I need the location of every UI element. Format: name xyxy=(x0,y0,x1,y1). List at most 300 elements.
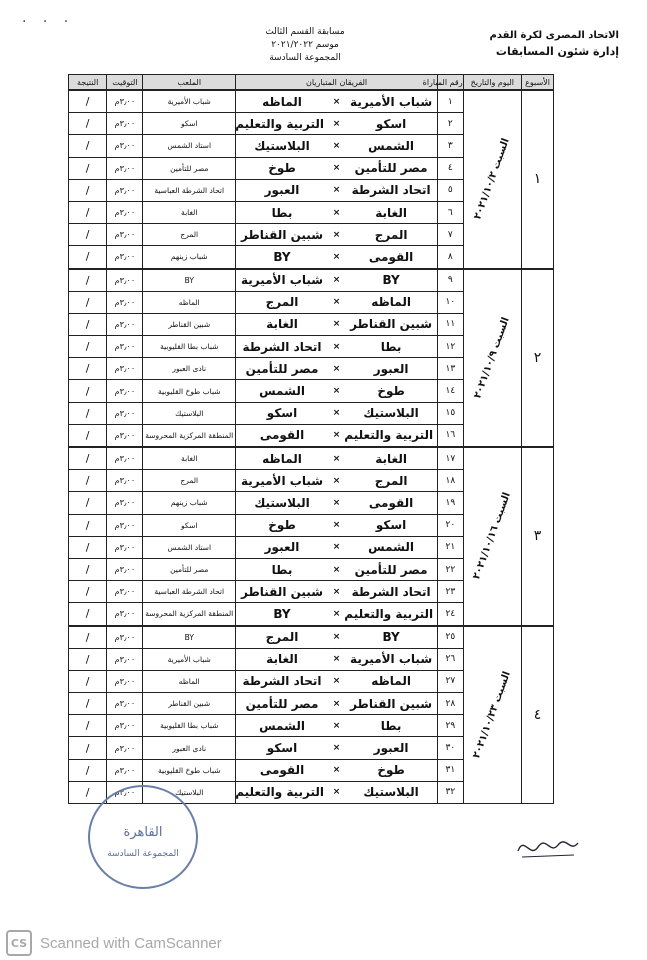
teams-cell xyxy=(236,715,438,737)
home-team: شبين القناطر xyxy=(350,317,433,332)
away-team: التربية والتعليم xyxy=(235,785,325,800)
match-number: ٤ xyxy=(438,157,464,179)
stadium: استاد الشمس xyxy=(143,135,236,157)
result: / xyxy=(69,380,107,402)
away-team: بطا xyxy=(271,562,293,577)
versus-sign: × xyxy=(332,654,341,665)
teams-pair xyxy=(240,741,433,755)
teams-pair xyxy=(240,206,433,220)
stadium: شبين القناطر xyxy=(143,313,236,335)
away-team: الماظه xyxy=(262,94,302,109)
kickoff-time: ٣٫٠٠م xyxy=(107,536,143,558)
away-team: BY xyxy=(273,249,291,264)
teams-pair xyxy=(240,585,433,599)
signature xyxy=(512,825,582,865)
kickoff-time: ٣٫٠٠م xyxy=(107,380,143,402)
teams-pair xyxy=(240,496,433,510)
result: / xyxy=(69,603,107,626)
versus-sign: × xyxy=(332,297,341,308)
week-date: السبت ٢٠٢١/١٠/٩ xyxy=(472,315,513,400)
teams-pair xyxy=(240,630,433,644)
scan-specks: · · · xyxy=(22,14,75,30)
result: / xyxy=(69,269,107,292)
result: / xyxy=(69,470,107,492)
teams-pair xyxy=(240,228,433,242)
teams-cell xyxy=(236,536,438,558)
teams-pair xyxy=(240,340,433,354)
fixtures-table xyxy=(68,74,554,804)
versus-sign: × xyxy=(332,229,341,240)
match-number: ٢٣ xyxy=(438,581,464,603)
result: / xyxy=(69,313,107,335)
match-number: ٢٩ xyxy=(438,715,464,737)
teams-cell xyxy=(236,113,438,135)
teams-pair xyxy=(240,317,433,331)
versus-sign: × xyxy=(332,275,341,286)
week-number: ٣ xyxy=(522,447,554,626)
versus-sign: × xyxy=(332,430,341,441)
stadium: اتحاد الشرطة العباسية xyxy=(143,179,236,201)
stadium: شباب بطا القليوبية xyxy=(143,715,236,737)
match-number: ٢٢ xyxy=(438,558,464,580)
teams-pair xyxy=(240,452,433,466)
week-date: السبت ٢٠٢١/١٠/٢٣ xyxy=(471,669,514,760)
stadium: شباب الأميرية xyxy=(143,648,236,670)
col-match-number: رقم المباراة xyxy=(438,75,464,91)
home-team: القومى xyxy=(368,249,414,264)
result: / xyxy=(69,648,107,670)
home-team: شباب الأميرية xyxy=(350,652,433,667)
col-date: اليوم والتاريخ xyxy=(463,75,521,91)
week-number: ١ xyxy=(522,90,554,269)
home-team: مصر للتأمين xyxy=(354,562,428,577)
result: / xyxy=(69,670,107,692)
teams-cell xyxy=(236,492,438,514)
versus-sign: × xyxy=(332,497,341,508)
away-team: البلاستيك xyxy=(254,138,310,153)
competition-header xyxy=(245,26,365,65)
versus-sign: × xyxy=(332,341,341,352)
versus-sign: × xyxy=(332,185,341,196)
teams-pair xyxy=(240,428,433,442)
kickoff-time: ٣٫٠٠م xyxy=(107,246,143,269)
kickoff-time: ٣٫٠٠م xyxy=(107,90,143,113)
home-team: مصر للتأمين xyxy=(354,161,428,176)
teams-pair xyxy=(240,697,433,711)
result: / xyxy=(69,224,107,246)
away-team: الشمس xyxy=(259,384,305,399)
teams-pair xyxy=(240,518,433,532)
teams-cell xyxy=(236,313,438,335)
versus-sign: × xyxy=(332,319,341,330)
col-stadium: الملعب xyxy=(143,75,236,91)
org-department: إدارة شئون المسابقات xyxy=(495,45,619,58)
teams-cell xyxy=(236,670,438,692)
away-team: المرج xyxy=(265,630,299,645)
away-team: مصر للتأمين xyxy=(245,361,319,376)
home-team: بطا xyxy=(380,339,402,354)
teams-cell xyxy=(236,447,438,470)
teams-cell xyxy=(236,246,438,269)
result: / xyxy=(69,492,107,514)
away-team: القومى xyxy=(259,428,305,443)
home-team: التربية والتعليم xyxy=(344,428,434,443)
teams-cell xyxy=(236,693,438,715)
kickoff-time: ٣٫٠٠م xyxy=(107,759,143,781)
teams-pair xyxy=(235,785,433,800)
teams-pair xyxy=(240,161,433,175)
result: / xyxy=(69,179,107,201)
col-teams: الفريقان المتباريان xyxy=(236,75,438,91)
kickoff-time: ٣٫٠٠م xyxy=(107,424,143,447)
col-week: الأسبوع xyxy=(522,75,554,91)
result: / xyxy=(69,336,107,358)
home-team: بطا xyxy=(380,718,402,733)
versus-sign: × xyxy=(332,96,341,107)
col-time: التوقيت xyxy=(107,75,143,91)
table-header-row xyxy=(69,75,554,91)
kickoff-time: ٣٫٠٠م xyxy=(107,781,143,803)
match-row xyxy=(69,90,554,113)
week-number: ٢ xyxy=(522,269,554,448)
teams-cell xyxy=(236,402,438,424)
teams-cell xyxy=(236,224,438,246)
away-team: اسكو xyxy=(266,406,298,421)
away-team: شباب الأميرية xyxy=(240,273,324,288)
versus-sign: × xyxy=(332,207,341,218)
away-team: اسكو xyxy=(266,741,298,756)
kickoff-time: ٣٫٠٠م xyxy=(107,224,143,246)
match-number: ١٩ xyxy=(438,492,464,514)
away-team: طوخ xyxy=(268,518,296,533)
match-row xyxy=(69,447,554,470)
teams-cell xyxy=(236,603,438,626)
organization-header xyxy=(469,28,619,60)
kickoff-time: ٣٫٠٠م xyxy=(107,603,143,626)
home-team: طوخ xyxy=(377,384,405,399)
week-date-cell xyxy=(463,447,521,626)
match-number: ١١ xyxy=(438,313,464,335)
stadium: BY xyxy=(143,269,236,292)
home-team: المرج xyxy=(374,473,408,488)
teams-cell xyxy=(236,90,438,113)
teams-cell xyxy=(236,179,438,201)
teams-cell xyxy=(236,581,438,603)
match-number: ٢٧ xyxy=(438,670,464,692)
teams-cell xyxy=(236,626,438,649)
kickoff-time: ٣٫٠٠م xyxy=(107,179,143,201)
teams-pair xyxy=(235,116,433,131)
match-number: ١٨ xyxy=(438,470,464,492)
away-team: مصر للتأمين xyxy=(245,696,319,711)
match-number: ١٥ xyxy=(438,402,464,424)
stadium: البلاستيك xyxy=(143,402,236,424)
result: / xyxy=(69,715,107,737)
away-team: شبين القناطر xyxy=(241,227,324,242)
stadium: BY xyxy=(143,626,236,649)
stadium: اسكو xyxy=(143,113,236,135)
versus-sign: × xyxy=(332,586,341,597)
versus-sign: × xyxy=(332,118,341,129)
versus-sign: × xyxy=(332,453,341,464)
away-team: اتحاد الشرطة xyxy=(242,674,322,689)
result: / xyxy=(69,693,107,715)
home-team: القومى xyxy=(368,495,414,510)
versus-sign: × xyxy=(332,163,341,174)
home-team: اتحاد الشرطة xyxy=(351,183,431,198)
stadium: الماظه xyxy=(143,291,236,313)
versus-sign: × xyxy=(332,765,341,776)
versus-sign: × xyxy=(332,564,341,575)
stadium: نادى العبور xyxy=(143,737,236,759)
stadium: المنطقة المركزية المحروسة xyxy=(143,603,236,626)
match-number: ٢١ xyxy=(438,536,464,558)
stadium: شباب طوخ القليوبية xyxy=(143,759,236,781)
result: / xyxy=(69,201,107,223)
kickoff-time: ٣٫٠٠م xyxy=(107,737,143,759)
kickoff-time: ٣٫٠٠م xyxy=(107,291,143,313)
away-team: العبور xyxy=(264,183,300,198)
kickoff-time: ٣٫٠٠م xyxy=(107,269,143,292)
away-team: القومى xyxy=(259,763,305,778)
kickoff-time: ٣٫٠٠م xyxy=(107,558,143,580)
result: / xyxy=(69,424,107,447)
teams-pair xyxy=(240,607,433,621)
stadium: الغابة xyxy=(143,201,236,223)
stadium: شباب الأميرية xyxy=(143,90,236,113)
result: / xyxy=(69,558,107,580)
teams-pair xyxy=(240,719,433,733)
fixtures-body xyxy=(69,90,554,804)
week-date-cell xyxy=(463,626,521,804)
teams-pair xyxy=(240,406,433,420)
away-team: المرج xyxy=(265,295,299,310)
result: / xyxy=(69,90,107,113)
away-team: اتحاد الشرطة xyxy=(242,339,322,354)
match-number: ٢ xyxy=(438,113,464,135)
stamp-group: المجموعة السادسة xyxy=(107,849,179,859)
camscanner-text: Scanned with CamScanner xyxy=(40,934,222,952)
result: / xyxy=(69,781,107,803)
match-number: ١٠ xyxy=(438,291,464,313)
versus-sign: × xyxy=(332,676,341,687)
teams-pair xyxy=(240,763,433,777)
result: / xyxy=(69,291,107,313)
home-team: BY xyxy=(382,273,400,288)
teams-pair xyxy=(240,474,433,488)
teams-pair xyxy=(240,563,433,577)
teams-cell xyxy=(236,135,438,157)
match-number: ١ xyxy=(438,90,464,113)
teams-cell xyxy=(236,380,438,402)
versus-sign: × xyxy=(332,475,341,486)
home-team: البلاستيك xyxy=(363,785,419,800)
week-number: ٤ xyxy=(522,626,554,804)
home-team: اسكو xyxy=(375,518,407,533)
competition-name: مسابقة القسم الثالث xyxy=(265,27,345,37)
kickoff-time: ٣٫٠٠م xyxy=(107,626,143,649)
away-team: بطا xyxy=(271,205,293,220)
teams-pair xyxy=(240,384,433,398)
stadium: الغابة xyxy=(143,447,236,470)
match-number: ١٢ xyxy=(438,336,464,358)
match-number: ٣٢ xyxy=(438,781,464,803)
official-stamp xyxy=(88,785,198,889)
week-date-cell xyxy=(463,269,521,448)
match-row xyxy=(69,626,554,649)
camscanner-logo-icon: CS xyxy=(6,930,32,956)
camscanner-watermark xyxy=(6,930,222,956)
teams-pair xyxy=(240,674,433,688)
stadium: المرج xyxy=(143,224,236,246)
kickoff-time: ٣٫٠٠م xyxy=(107,693,143,715)
kickoff-time: ٣٫٠٠م xyxy=(107,113,143,135)
away-team: الشمس xyxy=(259,718,305,733)
teams-pair xyxy=(240,362,433,376)
versus-sign: × xyxy=(332,542,341,553)
teams-pair xyxy=(240,652,433,666)
kickoff-time: ٣٫٠٠م xyxy=(107,402,143,424)
result: / xyxy=(69,514,107,536)
versus-sign: × xyxy=(332,140,341,151)
match-number: ٢٥ xyxy=(438,626,464,649)
result: / xyxy=(69,113,107,135)
match-number: ٣١ xyxy=(438,759,464,781)
kickoff-time: ٣٫٠٠م xyxy=(107,201,143,223)
kickoff-time: ٣٫٠٠م xyxy=(107,358,143,380)
versus-sign: × xyxy=(332,743,341,754)
home-team: الغابة xyxy=(375,205,407,220)
home-team: شباب الأميرية xyxy=(350,94,433,109)
week-date: السبت ٢٠٢١/١٠/٢ xyxy=(472,137,513,222)
kickoff-time: ٣٫٠٠م xyxy=(107,157,143,179)
teams-cell xyxy=(236,269,438,292)
home-team: الماظه xyxy=(371,674,411,689)
kickoff-time: ٣٫٠٠م xyxy=(107,670,143,692)
kickoff-time: ٣٫٠٠م xyxy=(107,514,143,536)
versus-sign: × xyxy=(332,698,341,709)
stadium: شباب زينهم xyxy=(143,246,236,269)
week-date-cell xyxy=(463,90,521,269)
away-team: التربية والتعليم xyxy=(235,116,325,131)
result: / xyxy=(69,135,107,157)
away-team: الماظه xyxy=(262,451,302,466)
result: / xyxy=(69,246,107,269)
result: / xyxy=(69,626,107,649)
stadium: شباب بطا القليوبية xyxy=(143,336,236,358)
kickoff-time: ٣٫٠٠م xyxy=(107,715,143,737)
match-number: ١٦ xyxy=(438,424,464,447)
teams-cell xyxy=(236,558,438,580)
stadium: شباب زينهم xyxy=(143,492,236,514)
match-number: ٥ xyxy=(438,179,464,201)
match-number: ١٣ xyxy=(438,358,464,380)
stadium: مصر للتأمين xyxy=(143,558,236,580)
match-number: ٨ xyxy=(438,246,464,269)
stadium: المنطقة المركزية المحروسة xyxy=(143,424,236,447)
home-team: الشمس xyxy=(368,138,415,153)
result: / xyxy=(69,737,107,759)
org-name: الاتحاد المصرى لكرة القدم xyxy=(489,30,619,41)
match-number: ٢٨ xyxy=(438,693,464,715)
teams-cell xyxy=(236,514,438,536)
home-team: طوخ xyxy=(377,763,405,778)
kickoff-time: ٣٫٠٠م xyxy=(107,336,143,358)
home-team: المرج xyxy=(374,227,408,242)
result: / xyxy=(69,447,107,470)
versus-sign: × xyxy=(332,363,341,374)
versus-sign: × xyxy=(332,251,341,262)
kickoff-time: ٣٫٠٠م xyxy=(107,470,143,492)
teams-cell xyxy=(236,781,438,803)
home-team: اتحاد الشرطة xyxy=(351,584,431,599)
home-team: الغابة xyxy=(375,451,407,466)
teams-cell xyxy=(236,424,438,447)
match-number: ٢٤ xyxy=(438,603,464,626)
versus-sign: × xyxy=(332,632,341,643)
match-number: ٩ xyxy=(438,269,464,292)
home-team: شبين القناطر xyxy=(350,696,433,711)
week-date: السبت ٢٠٢١/١٠/١٦ xyxy=(471,491,514,582)
stadium: الماظه xyxy=(143,670,236,692)
versus-sign: × xyxy=(332,608,341,619)
teams-cell xyxy=(236,358,438,380)
stadium: اتحاد الشرطة العباسية xyxy=(143,581,236,603)
kickoff-time: ٣٫٠٠م xyxy=(107,447,143,470)
stadium: المرج xyxy=(143,470,236,492)
match-number: ٦ xyxy=(438,201,464,223)
away-team: شباب الأميرية xyxy=(240,473,324,488)
teams-pair xyxy=(240,183,433,197)
match-number: ١٤ xyxy=(438,380,464,402)
stadium: مصر للتأمين xyxy=(143,157,236,179)
home-team: البلاستيك xyxy=(363,406,419,421)
result: / xyxy=(69,536,107,558)
away-team: شبين القناطر xyxy=(241,584,324,599)
teams-cell xyxy=(236,759,438,781)
match-number: ٢٠ xyxy=(438,514,464,536)
versus-sign: × xyxy=(332,520,341,531)
match-number: ٣٠ xyxy=(438,737,464,759)
season: موسم ٢٠٢١/٢٠٢٢ xyxy=(271,40,339,50)
stadium: البلاستيك xyxy=(143,781,236,803)
away-team: العبور xyxy=(264,540,300,555)
home-team: الماظه xyxy=(371,295,411,310)
kickoff-time: ٣٫٠٠م xyxy=(107,492,143,514)
teams-cell xyxy=(236,737,438,759)
versus-sign: × xyxy=(332,720,341,731)
result: / xyxy=(69,157,107,179)
result: / xyxy=(69,759,107,781)
away-team: الغابة xyxy=(266,317,298,332)
teams-cell xyxy=(236,201,438,223)
home-team: العبور xyxy=(373,741,409,756)
away-team: الغابة xyxy=(266,652,298,667)
result: / xyxy=(69,402,107,424)
home-team: BY xyxy=(382,630,400,645)
teams-cell xyxy=(236,291,438,313)
kickoff-time: ٣٫٠٠م xyxy=(107,648,143,670)
stadium: اسكو xyxy=(143,514,236,536)
teams-pair xyxy=(240,540,433,554)
col-result: النتيجة xyxy=(69,75,107,91)
stadium: شبين القناطر xyxy=(143,693,236,715)
stadium: استاد الشمس xyxy=(143,536,236,558)
home-team: الشمس xyxy=(368,540,415,555)
versus-sign: × xyxy=(332,386,341,397)
match-number: ٢٦ xyxy=(438,648,464,670)
away-team: البلاستيك xyxy=(254,495,310,510)
